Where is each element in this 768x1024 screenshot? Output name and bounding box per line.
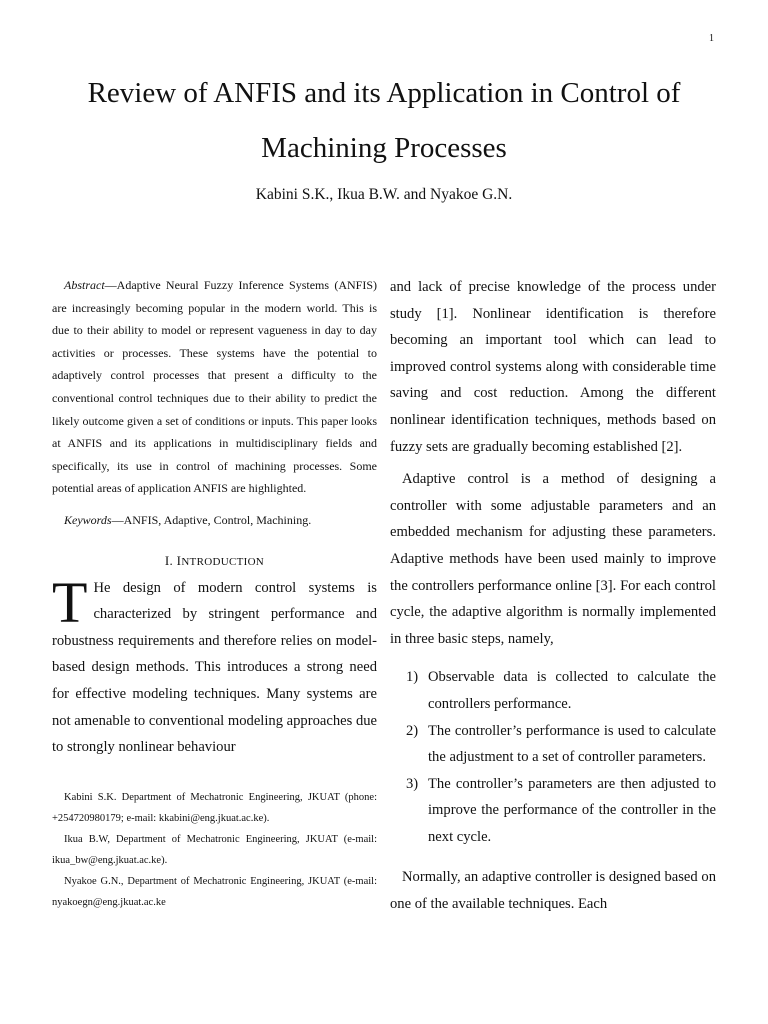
section-heading-introduction — [52, 553, 377, 569]
author-list: Kabini S.K., Ikua B.W. and Nyakoe G.N. — [255, 186, 513, 203]
list-item-text: Observable data is collected to calculate the controllers performance. — [428, 669, 716, 712]
abstract — [52, 274, 377, 500]
steps-list — [390, 664, 716, 850]
keywords — [52, 509, 377, 532]
title-line-2: Machining Processes — [261, 132, 507, 164]
list-item-text: The controller’s parameters are then adjusted to improve the performance of the controller in the next cycle. — [428, 775, 716, 845]
abstract-label: Abstract — [64, 278, 105, 292]
paragraph-continued: and lack of precise knowledge of the process under study [1]. Nonlinear identification is therefore becoming an important tool which can lead to improved control systems along with considerable time saving and cost reduction. Among the different nonlinear identification techniques, methods based on fuzzy sets are gradually becoming established [2]. — [390, 279, 716, 455]
abstract-text: —Adaptive Neural Fuzzy Inference Systems (ANFIS) are increasingly becoming popular in the modern world. This is due to their ability to model or represent vagueness in day to day activities or processes. These systems have the potential to adaptively control processes that present a difficulty to the conventional control techniques due to their ability to predict the likely outcome given a set of conditions or inputs. This paper looks at ANFIS and its applications in multidisciplinary fields and specifically, its use in control of machining processes. Some potential areas of application ANFIS are highlighted. — [52, 278, 377, 496]
title-line-1: Review of ANFIS and its Application in Control of — [87, 77, 681, 109]
drop-cap: T — [52, 569, 88, 635]
intro-paragraph — [52, 569, 378, 761]
list-item-number: 2) — [406, 722, 419, 739]
left-column — [52, 274, 377, 913]
section-title-rest: NTRODUCTION — [181, 555, 265, 568]
right-column — [390, 274, 716, 918]
footnote-2: Ikua B.W, Department of Mechatronic Engineering, JKUAT (e-mail: ikua_bw@eng.jkuat.ac.ke). — [52, 833, 377, 866]
section-number: I. — [164, 552, 174, 568]
list-item-number: 1) — [406, 669, 419, 686]
footnote-3: Nyakoe G.N., Department of Mechatronic Engineering, JKUAT (e-mail: nyakoegn@eng.jkuat.ac.ke — [52, 875, 377, 908]
keywords-label: Keywords — [64, 512, 112, 527]
page-number: 1 — [709, 33, 714, 44]
list-item — [390, 664, 716, 717]
list-item — [390, 718, 716, 771]
list-item-number: 3) — [406, 775, 419, 792]
paragraph-normally: Normally, an adaptive controller is designed based on one of the available techniques. Each — [390, 869, 716, 913]
keywords-text: —ANFIS, Adaptive, Control, Machining. — [111, 512, 312, 527]
intro-text: He design of modern control systems is characterized by stringent performance and robustness requirements and therefore relies on model-based design methods. This introduces a strong need for effective modeling techniques. Many systems are not amenable to conventional modeling approaches due to strongly nonlinear behaviour — [52, 579, 378, 756]
paper-title — [40, 66, 728, 176]
footnote-1: Kabini S.K. Department of Mechatronic Engineering, JKUAT (phone: +254720980179; e-mail: kkabini@eng.jkuat.ac.ke). — [52, 791, 377, 824]
paragraph-adaptive-control: Adaptive control is a method of designing a controller with some adjustable parameters and an embedded mechanism for adjusting these parameters. Adaptive methods have been used mainly to improve the controllers performance online [3]. For each control cycle, the adaptive algorithm is normally implemented in three basic steps, namely, — [390, 471, 716, 647]
list-item-text: The controller’s performance is used to calculate the adjustment to a set of controller parameters. — [428, 722, 716, 766]
list-item — [390, 771, 716, 851]
author-footnotes — [52, 787, 377, 913]
section-title-first: I — [176, 552, 182, 568]
